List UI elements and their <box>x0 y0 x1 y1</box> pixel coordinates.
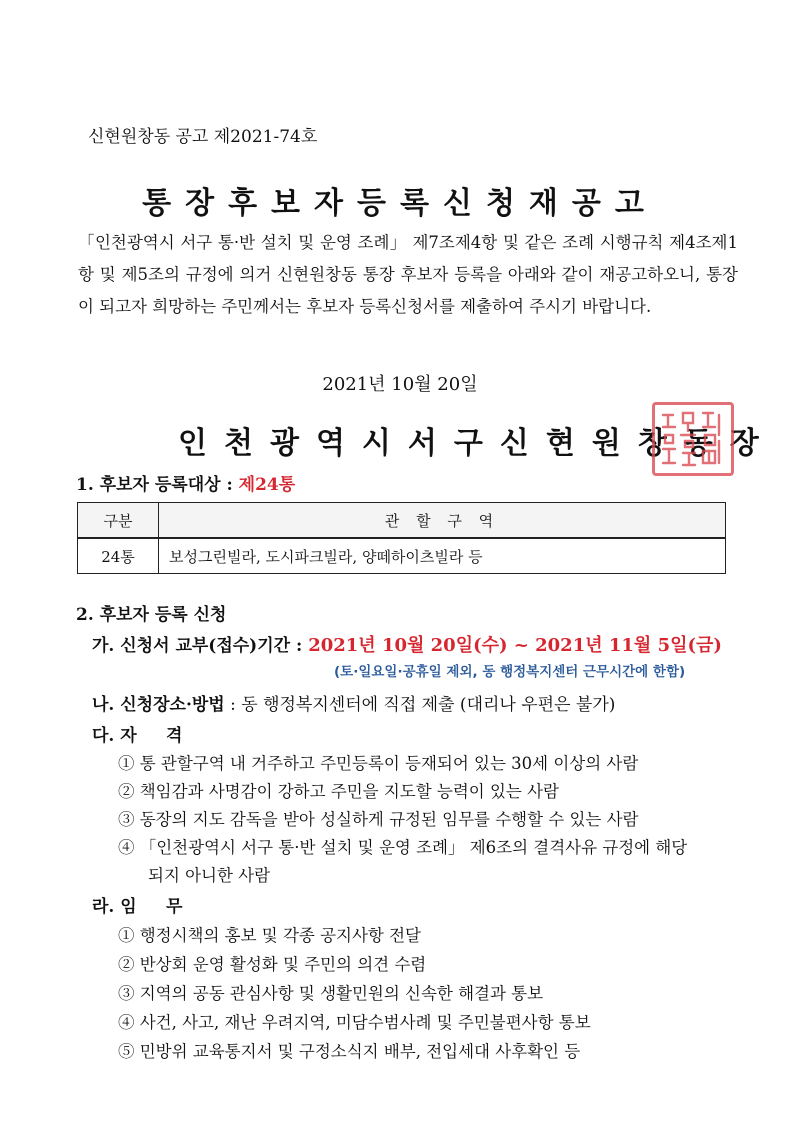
section-2-heading: 2. 후보자 등록 신청 <box>76 605 227 625</box>
qualifications-label-a: 다. 자 <box>92 726 137 746</box>
issuer-name: 인천광역시서구신현원창동 <box>178 426 730 461</box>
notice-number: 신현원창동 공고 제2021-74호 <box>88 127 318 147</box>
duties-heading <box>92 892 182 917</box>
qualification-item: ③ 동장의 지도 감독을 받아 성실하게 규정된 임무를 수행할 수 있는 사람 <box>118 810 639 829</box>
application-place <box>92 690 615 715</box>
qualifications-heading <box>92 721 182 746</box>
document-title: 통장후보자등록신청재공고 <box>142 186 658 221</box>
duties-label-b: 무 <box>166 897 183 917</box>
section-1-heading <box>76 470 295 495</box>
application-period-label: 가. 신청서 교부(접수)기간 : <box>92 636 309 656</box>
duty-item: ⑤ 민방위 교육통지서 및 구정소식지 배부, 전입세대 사후확인 등 <box>118 1042 581 1061</box>
duties-label-a: 라. 임 <box>92 897 137 917</box>
duty-item: ③ 지역의 공동 관심사항 및 생활민원의 신속한 해결과 통보 <box>118 984 544 1003</box>
header-division: 구분 <box>78 503 159 539</box>
qualification-item: ① 통 관할구역 내 거주하고 주민등록이 등재되어 있는 30세 이상의 사람 <box>118 754 639 773</box>
section-1-label: 1. 후보자 등록대상 : <box>76 475 239 495</box>
qualifications-label-b: 격 <box>166 726 183 746</box>
intro-paragraph: 「인천광역시 서구 통·반 설치 및 운영 조례」 제7조제4항 및 같은 조례 시행규칙 제4조제1항 및 제5조의 규정에 의거 신현원창동 통장 후보자 등록을 아래와 같이 재공고하오니, 통장이 되고자 희망하는 주민께서는 후보자 등록신청서를 제출하여 주시기 바랍니다. <box>78 233 738 316</box>
duty-item: ② 반상회 운영 활성화 및 주민의 의견 수렴 <box>118 955 427 974</box>
duty-item: ① 행정시책의 홍보 및 각종 공지사항 전달 <box>118 926 421 945</box>
jurisdiction-table <box>77 502 726 574</box>
application-period <box>92 631 722 657</box>
application-place-text: : 동 행정복지센터에 직접 제출 (대리나 우편은 불가) <box>224 695 616 715</box>
header-jurisdiction: 관 할 구 역 <box>159 503 726 539</box>
duty-item: ④ 사건, 사고, 재난 우려지역, 미담수범사례 및 주민불편사항 통보 <box>118 1013 591 1032</box>
qualification-item-continued: 되지 아니한 사람 <box>148 866 271 885</box>
qualification-item: ④ 「인천광역시 서구 통·반 설치 및 운영 조례」 제6조의 결격사유 규정에 해당 <box>118 838 688 857</box>
application-period-dates: 2021년 10월 20일(수) ~ 2021년 11월 5일(금) <box>308 635 722 656</box>
qualification-item: ② 책임감과 사명감이 강하고 주민을 지도할 능력이 있는 사람 <box>118 782 559 801</box>
issuer-title: 장 <box>729 426 776 461</box>
application-place-label: 나. 신청장소·방법 <box>92 695 225 715</box>
row-jurisdiction: 보성그린빌라, 도시파크빌라, 양떼하이츠빌라 등 <box>159 538 726 574</box>
official-seal-icon <box>652 402 734 476</box>
notice-date: 2021년 10월 20일 <box>322 374 478 395</box>
target-district: 제24통 <box>238 475 296 495</box>
table-row <box>78 538 726 574</box>
row-division: 24통 <box>78 538 159 574</box>
table-header-row <box>78 503 726 539</box>
application-period-note: (토·일요일·공휴일 제외, 동 행정복지센터 근무시간에 한함) <box>334 664 686 680</box>
